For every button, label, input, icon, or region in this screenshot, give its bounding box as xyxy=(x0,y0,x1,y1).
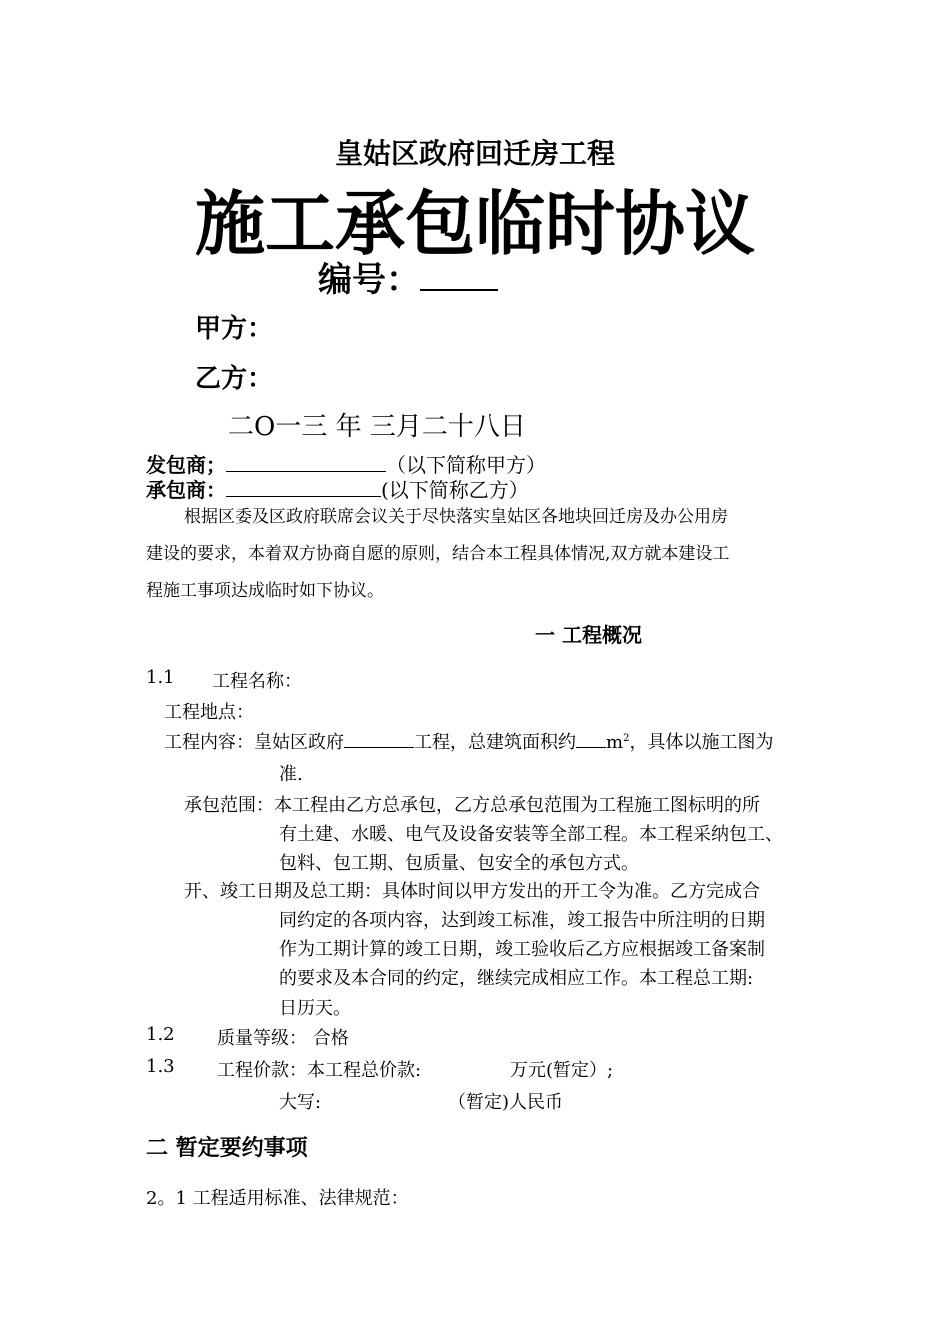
contractee-note: (以下简称乙方） xyxy=(381,478,529,502)
doc-number-blank[interactable] xyxy=(420,259,498,291)
contractor-note: （以下简称甲方） xyxy=(386,453,546,477)
doc-subtitle: 皇姑区政府回迁房工程 xyxy=(334,137,615,170)
section-2-heading: 二 暂定要约事项 xyxy=(146,1136,308,1161)
schedule-line-2: 同约定的各项内容，达到竣工标准，竣工报告中所注明的日期 xyxy=(279,910,765,931)
area-unit: m xyxy=(606,732,624,753)
price-label: 工程价款：本工程总价款: xyxy=(217,1060,422,1081)
doc-date: 二O一三 年 三月二十八日 xyxy=(228,412,526,442)
scope-line-3: 包料、包工期、包质量、包安全的承包方式。 xyxy=(279,853,639,874)
schedule-line-3: 作为工期计算的竣工日期，竣工验收后乙方应根据竣工备案制 xyxy=(279,939,765,960)
doc-title: 施工承包临时协议 xyxy=(195,183,755,265)
party-a-label: 甲方： xyxy=(195,314,274,344)
section-1-heading: 一 工程概况 xyxy=(535,623,642,647)
project-content-end: ，具体以施工图为 xyxy=(629,732,774,753)
area-blank[interactable] xyxy=(576,731,606,748)
item-1-3-number: 1.3 xyxy=(146,1056,175,1077)
project-content-mid: 工程，总建筑面积约 xyxy=(414,732,576,753)
doc-number-label: 编号： xyxy=(318,260,420,300)
quality-grade: 质量等级： 合格 xyxy=(217,1028,349,1049)
contractor-label: 发包商； xyxy=(146,453,226,477)
project-content-cont: 准. xyxy=(279,764,303,785)
schedule-line-5: 日历天。 xyxy=(279,998,351,1019)
project-location-label: 工程地点： xyxy=(164,702,254,723)
item-2-1: 2。1 工程适用标准、法律规范： xyxy=(146,1188,409,1209)
contractee-line xyxy=(146,474,529,503)
schedule-line-4: 的要求及本合同的约定，继续完成相应工作。本工程总工期: xyxy=(279,968,754,989)
party-b-label: 乙方： xyxy=(195,364,274,394)
scope-line-2: 有土建、水暖、电气及设备安装等全部工程。本工程采纳包工、 xyxy=(279,824,783,845)
scope-line-1: 承包范围：本工程由乙方总承包，乙方总承包范围为工程施工图标明的所 xyxy=(184,795,760,816)
project-name-blank[interactable] xyxy=(344,731,414,748)
project-content-line xyxy=(164,728,773,754)
item-1-1-number: 1.1 xyxy=(146,667,175,688)
intro-line-2: 建设的要求，本着双方协商自愿的原则，结合本工程具体情况,双方就本建设工 xyxy=(146,544,730,564)
contractee-blank[interactable] xyxy=(226,478,381,497)
intro-line-3: 程施工事项达成临时如下协议。 xyxy=(146,581,384,601)
capital-unit: （暂定)人民币 xyxy=(448,1092,564,1113)
project-name-label: 工程名称： xyxy=(212,671,302,692)
item-1-2-number: 1.2 xyxy=(146,1024,175,1045)
contractor-blank[interactable] xyxy=(226,453,386,472)
schedule-line-1: 开、竣工日期及总工期：具体时间以甲方发出的开工令为准。乙方完成合 xyxy=(184,881,760,902)
capital-label: 大写: xyxy=(279,1092,322,1113)
doc-number xyxy=(318,252,498,301)
intro-line-1: 根据区委及区政府联席会议关于尽快落实皇姑区各地块回迁房及办公用房 xyxy=(184,507,728,527)
area-unit-sup: 2 xyxy=(623,733,630,744)
project-content-label: 工程内容：皇姑区政府 xyxy=(164,732,344,753)
contractee-label: 承包商： xyxy=(146,478,226,502)
price-unit: 万元(暂定）; xyxy=(510,1060,614,1081)
